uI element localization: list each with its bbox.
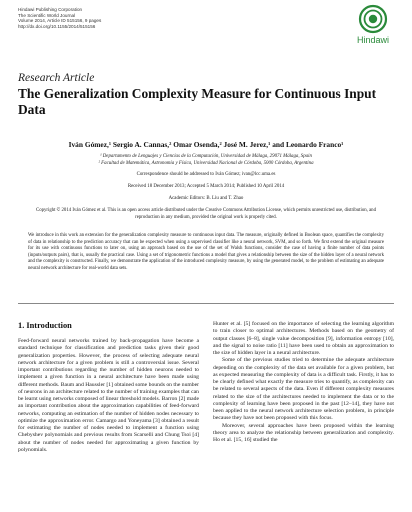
journal-header-line: Volume 2014, Article ID 515156, 9 pages [18, 18, 102, 24]
journal-header [18, 7, 101, 29]
author-list: Iván Gómez,¹ Sergio A. Cannas,² Omar Osenda,² José M. Jerez,¹ and Leonardo Franco¹ [68, 140, 344, 149]
journal-header-line: http://dx.doi.org/10.1155/2014/515156 [18, 23, 96, 29]
publisher-logo [350, 4, 396, 45]
paragraph: Moreover, several approaches have been proposed within the learning theory area to analyze the relationship between generalization and complexity. Ho et al. [15, 16] studied the [213, 422, 394, 443]
publication-dates: Received 18 December 2013; Accepted 5 March 2014; Published 10 April 2014 [127, 184, 285, 189]
left-column [18, 338, 199, 454]
journal-header-line: The Scientific World Journal [18, 12, 76, 18]
right-column [213, 321, 394, 444]
copyright-license: Copyright © 2014 Iván Gómez et al. This is an open access article distributed under the Creative Commons Attribution License, which permits unrestricted use, distribution, and reproduction in any medium, provided the original work is properly cited. [36, 208, 376, 220]
paragraph: Some of the previous studies tried to determine the adequate architecture depending on the complexity of the data set available for a given problem, but as expected measuring the complexity of data is a difficult task. Firstly, it has to be clearly defined what exactly the measure tries to quantify, as complexity can be related to several aspects of the data. Even if different complexity measures related to the size of the architectures needed to implement the data or to the complexity of learning have been proposed in the past [12–14], they have not been applied to the neural network architecture selection problem, in principle because they have not been proposed with this focus. [213, 357, 394, 422]
affiliation-line: ² Facultad de Matemática, Astronomía y Física, Universidad Nacional de Córdoba, 5000 Córdoba, Argentina [98, 161, 314, 167]
abstract: We introduce in this work an extension for the generalization complexity measure to continuous input data. The measure, originally defined in Boolean space, quantifies the complexity of data in relationship to the prediction accuracy that can be expected when using a supervised classifier like a neural network, SVM, and so forth. We first extend the original measure for its use with continuous functions to later on, using an approach based on the use of the set of Walsh functions, consider the case of having a finite number of data points (inputs/outputs pairs), that is, usually the practical case. Using a set of trigonometric functions a model that gives a relationship between the size of the hidden layer of a neural network and the complexity is constructed. Finally, we demonstrate the application of the introduced complexity measure, by using the generated model, to the problem of estimating an adequate neural network architecture for real-world data sets. [28, 233, 384, 271]
academic-editors: Academic Editors: B. Liu and T. Zhao [168, 196, 244, 201]
correspondence-note: Correspondence should be addressed to Iván Gómez; ivan@lcc.uma.es [136, 172, 276, 177]
hindawi-logo-icon [358, 4, 388, 34]
publisher-logo-label: Hindawi [356, 35, 389, 45]
article-type: Research Article [18, 72, 95, 84]
affiliation-line: ¹ Departamento de Lenguajes y Ciencias de la Computación, Universidad de Málaga, 29071 Málaga, Spain [100, 154, 312, 159]
journal-header-line: Hindawi Publishing Corporation [18, 7, 83, 12]
paragraph: Hunter et al. [5] focused on the importance of selecting the learning algorithm to train closer to optimal architectures. Methods based on the geometry of output classes [6–8], single value decomposition [9], information entropy [10], and the signal to noise ratio [11] have been used to obtain an approximation to the size of hidden layer in a neural architecture. [213, 321, 394, 356]
affiliations [0, 153, 412, 167]
section-heading: 1. Introduction [18, 321, 72, 330]
section-divider [18, 303, 394, 304]
paragraph: Feed-forward neural networks trained by back-propagation have become a standard technique for classification and prediction tasks given their good generalization properties. However, the process of selecting adequate neural network architecture for a given problem is still a controversial issue. Several important contributions regarding the number of hidden neurons needed to implement a given function in a neural architecture have been made using different methods. Baum and Haussler [1] obtained some bounds on the number of neurons in an architecture related to the number of training examples that can be learnt using networks composed of linear threshold models. Barron [2] made an important contribution about the approximation capabilities of feed-forward networks, computing an estimation of the number of hidden nodes necessary to optimize the approximation error. Camargo and Yoneyama [3] obtained a result for estimating the number of nodes needed to implement a function using Chebyshev polynomials and previous results from Scarselli and Chung Tsoi [4] about the number of nodes needed for approximating a given function by polynomials. [18, 338, 199, 453]
page-title: The Generalization Complexity Measure for Continuous Input Data [18, 86, 377, 117]
